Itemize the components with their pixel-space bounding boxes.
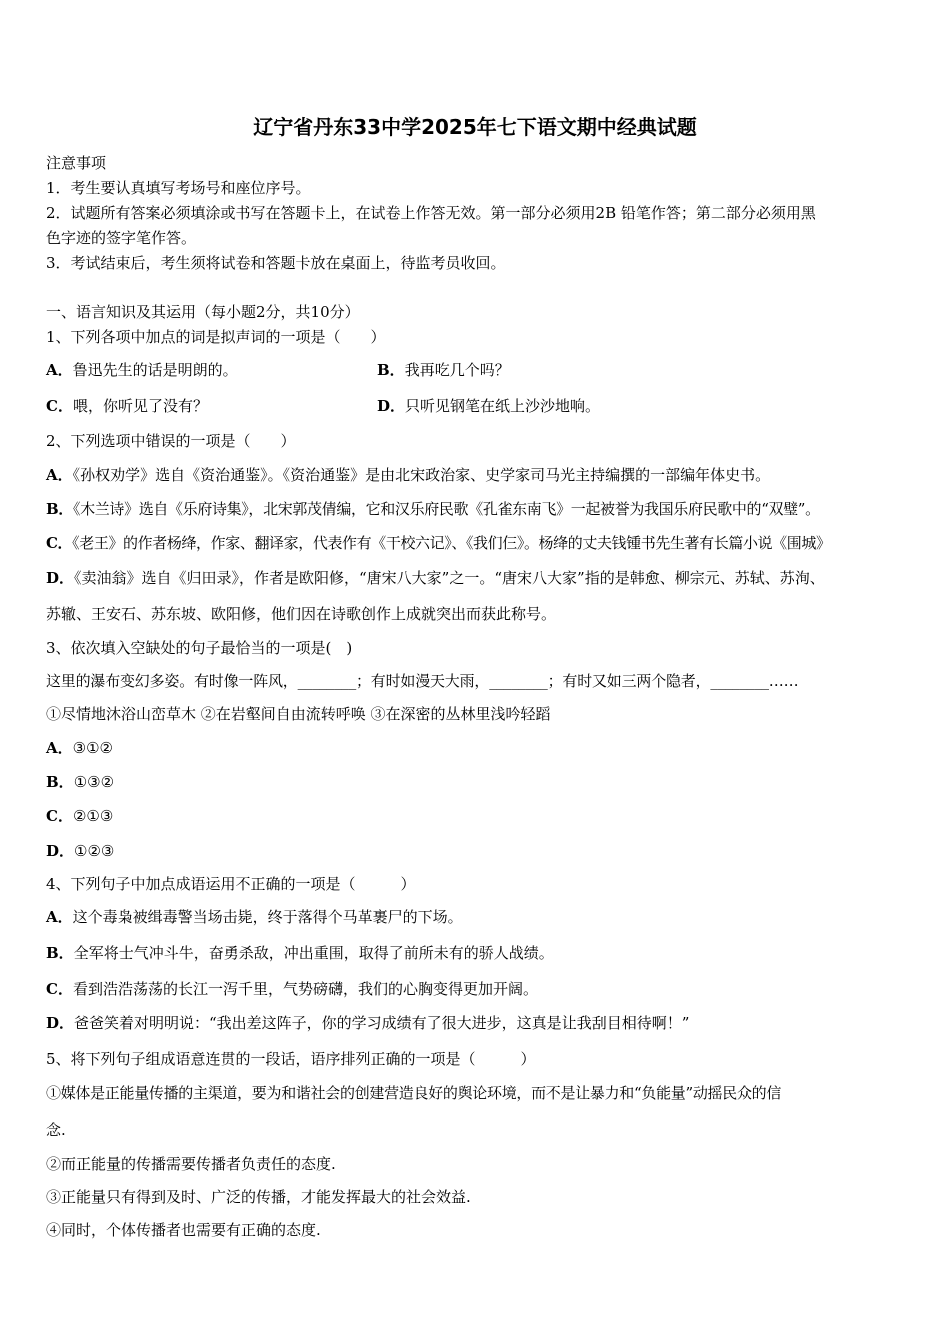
q2-stem: 2、下列选项中错误的一项是（ ） (46, 432, 296, 450)
q3-passage: 这里的瀑布变幻多姿。有时像一阵风，________；有时如漫天大雨，________；有时又如三两个隐者，________…… (46, 672, 799, 690)
q5-sentence-3: ③正能量只有得到及时、广泛的传播，才能发挥最大的社会效益. (46, 1188, 471, 1206)
q4-option-a (46, 907, 463, 927)
q3-option-b (46, 772, 114, 792)
q5-sentence-4: ④同时，个体传播者也需要有正确的态度. (46, 1221, 321, 1239)
q2-d-text: 《卖油翁》选自《归田录》，作者是欧阳修，“唐宋八大家”之一。“唐宋八大家”指的是韩愈、柳宗元、苏轼、苏洵、 (74, 569, 825, 587)
q1-option-b (377, 360, 510, 380)
q4-b-text: 全军将士气冲斗牛，奋勇杀敌，冲出重围，取得了前所未有的骄人战绩。 (73, 944, 554, 962)
q3-b-label: B． (46, 773, 74, 791)
q4-option-b (46, 943, 554, 963)
q3-option-c (46, 806, 113, 826)
q3-stem: 3、依次填入空缺处的句子最恰当的一项是( ) (46, 639, 353, 657)
notice-item-3: 3．考试结束后，考生须将试卷和答题卡放在桌面上，待监考员收回。 (46, 254, 506, 272)
section-heading: 一、语言知识及其运用（每小题2分，共10分） (46, 303, 360, 321)
q2-a-text: 《孙权劝学》选自《资治通鉴》。《资治通鉴》是由北宋政治家、史学家司马光主持编撰的一部编年体史书。 (72, 466, 771, 484)
q3-a-label: A． (46, 739, 73, 757)
q2-option-c (46, 533, 831, 553)
notice-item-2-cont: 色字迹的签字笔作答。 (46, 229, 197, 247)
q2-option-b (46, 499, 820, 519)
q4-b-label: B． (46, 944, 74, 962)
page-title: 辽宁省丹东33中学2025年七下语文期中经典试题 (253, 115, 697, 139)
q2-b-label: B． (46, 500, 73, 518)
q3-a-text: ③①② (72, 739, 113, 757)
q3-b-text: ①③② (73, 773, 115, 791)
q1-c-text: 喂，你听见了没有？ (72, 397, 208, 415)
q1-option-a (46, 360, 238, 380)
q2-option-d (46, 568, 825, 588)
q1-stem: 1、下列各项中加点的词是拟声词的一项是（ ） (46, 328, 386, 346)
q3-c-label: C． (46, 807, 73, 825)
q5-sentence-2: ②而正能量的传播需要传播者负责任的态度. (46, 1155, 336, 1173)
q1-option-d (377, 396, 600, 416)
q3-sentence-options: ①尽情地沐浴山峦草木 ②在岩壑间自由流转呼唤 ③在深密的丛林里浅吟轻蹈 (46, 705, 551, 723)
q1-c-label: C． (46, 397, 73, 415)
q4-a-label: A． (46, 908, 73, 926)
q4-a-text: 这个毒枭被缉毒警当场击毙，终于落得个马革裹尸的下场。 (72, 908, 463, 926)
q5-sentence-1-cont: 念. (46, 1121, 66, 1139)
q1-d-label: D． (377, 397, 406, 415)
q3-option-a (46, 738, 113, 758)
q2-option-a (46, 465, 770, 485)
q2-d-label: D． (46, 569, 75, 587)
q3-d-text: ①②③ (74, 842, 115, 860)
q1-d-text: 只听见钢笔在纸上沙沙地响。 (405, 397, 601, 415)
q3-option-d (46, 841, 114, 861)
q1-option-c (46, 396, 208, 416)
q1-a-text: 鲁迅先生的话是明朗的。 (72, 361, 238, 379)
q2-option-d-cont: 苏辙、王安石、苏东坡、欧阳修，他们因在诗歌创作上成就突出而获此称号。 (46, 605, 557, 623)
q4-d-text: 爸爸笑着对明明说：“我出差这阵子，你的学习成绩有了很大进步，这真是让我刮目相待啊！” (74, 1014, 690, 1032)
q3-c-text: ②①③ (72, 807, 114, 825)
q4-option-d (46, 1013, 689, 1033)
q2-b-text: 《木兰诗》选自《乐府诗集》，北宋郭茂倩编，它和汉乐府民歌《孔雀东南飞》一起被誉为我国乐府民歌中的“双璧”。 (72, 500, 820, 518)
q4-stem: 4、下列句子中加点成语运用不正确的一项是（ ） (46, 875, 416, 893)
q5-sentence-1: ①媒体是正能量传播的主渠道，要为和谐社会的创建营造良好的舆论环境，而不是让暴力和“负能量”动摇民众的信 (46, 1084, 782, 1102)
q3-d-label: D． (46, 842, 75, 860)
q2-a-label: A． (46, 466, 73, 484)
notice-item-1: 1．考生要认真填写考场号和座位序号。 (46, 179, 311, 197)
q2-c-label: C． (46, 534, 73, 552)
q1-a-label: A． (46, 361, 73, 379)
q1-b-label: B． (377, 361, 405, 379)
notice-heading: 注意事项 (46, 154, 107, 172)
q4-d-label: D． (46, 1014, 75, 1032)
q4-option-c (46, 979, 538, 999)
notice-item-2: 2．试题所有答案必须填涂或书写在答题卡上，在试卷上作答无效。第一部分必须用2B 铅笔作答；第二部分必须用黑 (46, 204, 816, 222)
q5-stem: 5、将下列句子组成语意连贯的一段话，语序排列正确的一项是（ ） (46, 1050, 536, 1068)
q4-c-text: 看到浩浩荡荡的长江一泻千里，气势磅礴，我们的心胸变得更加开阔。 (72, 980, 538, 998)
q4-c-label: C． (46, 980, 73, 998)
q1-b-text: 我再吃几个吗？ (404, 361, 510, 379)
q2-c-text: 《老王》的作者杨绛，作家、翻译家，代表作有《干校六记》、《我们仨》。杨绛的丈夫钱锺书先生著有长篇小说《围城》 (72, 534, 831, 552)
